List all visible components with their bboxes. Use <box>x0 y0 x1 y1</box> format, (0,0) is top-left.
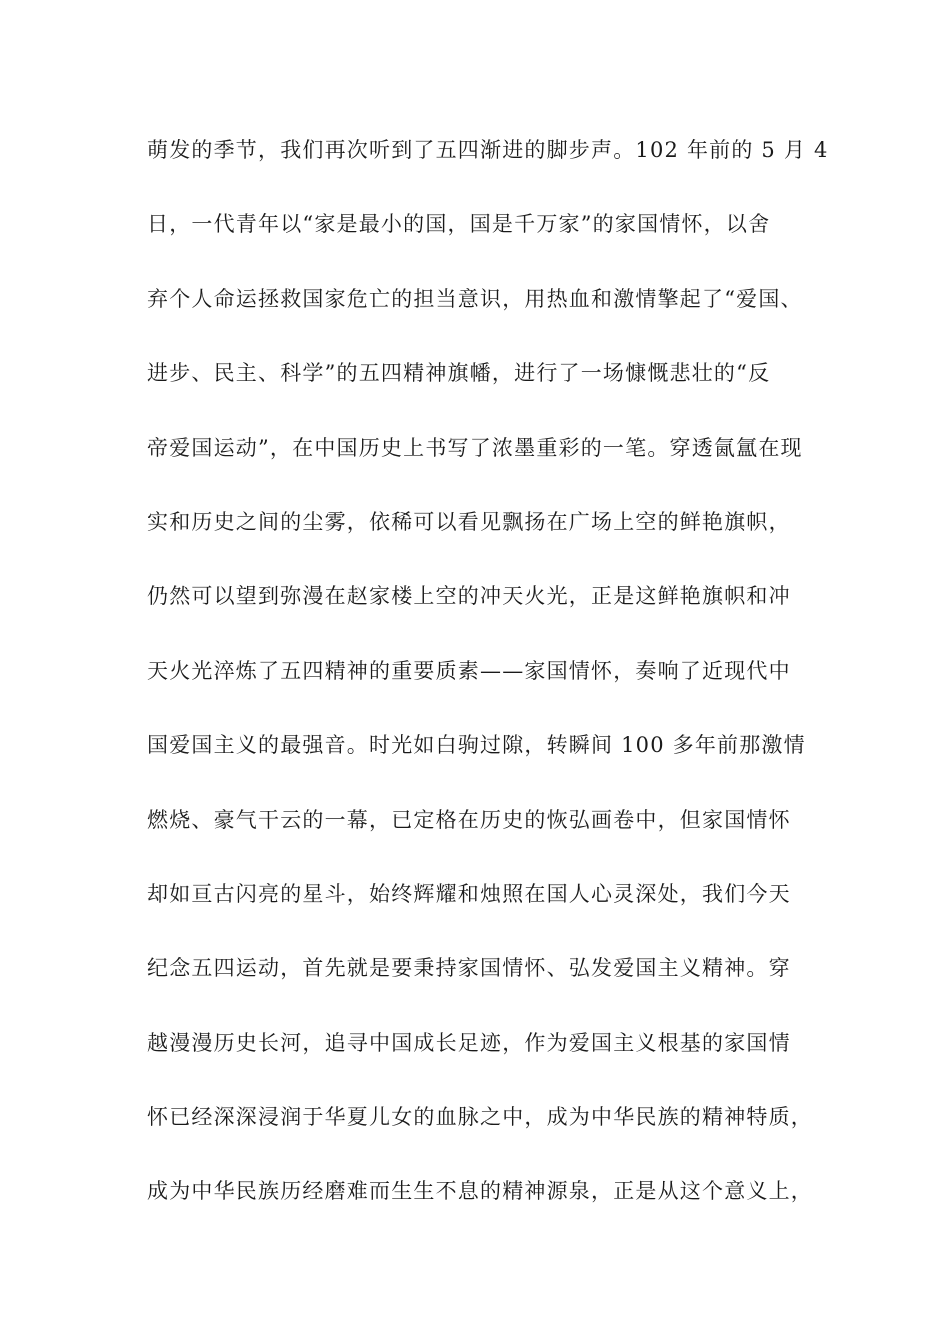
text-line-4: 进步、民主、科学”的五四精神旗幡，进行了一场慷慨悲壮的“反 <box>147 361 771 386</box>
text-line-14: 怀已经深深浸润于华夏儿女的血脉之中，成为中华民族的精神特质， <box>147 1105 813 1130</box>
text-line-1: 萌发的季节，我们再次听到了五四渐进的脚步声。102 年前的 5 月 4 <box>147 138 829 162</box>
text-line-12: 纪念五四运动，首先就是要秉持家国情怀、弘发爱国主义精神。穿 <box>147 956 791 981</box>
text-line-10: 燃烧、豪气干云的一幕，已定格在历史的恢弘画卷中，但家国情怀 <box>147 807 791 832</box>
text-line-3: 弃个人命运拯救国家危亡的担当意识，用热血和激情擎起了“爱国、 <box>147 286 803 311</box>
text-line-11: 却如亘古闪亮的星斗，始终辉耀和烛照在国人心灵深处，我们今天 <box>147 881 791 906</box>
text-line-2: 日，一代青年以“家是最小的国，国是千万家”的家国情怀，以舍 <box>147 212 771 237</box>
text-line-13: 越漫漫历史长河，追寻中国成长足迹，作为爱国主义根基的家国情 <box>147 1030 791 1055</box>
text-line-15: 成为中华民族历经磨难而生生不息的精神源泉，正是从这个意义上， <box>147 1179 813 1204</box>
text-line-6: 实和历史之间的尘雾，依稀可以看见飘扬在广场上空的鲜艳旗帜， <box>147 509 791 534</box>
body-paragraph <box>147 130 829 1246</box>
text-line-7: 仍然可以望到弥漫在赵家楼上空的冲天火光，正是这鲜艳旗帜和冲 <box>147 584 791 609</box>
text-line-5: 帝爱国运动”，在中国历史上书写了浓墨重彩的一笔。穿透氤氲在现 <box>147 435 803 460</box>
text-line-8: 天火光淬炼了五四精神的重要质素——家国情怀，奏响了近现代中 <box>147 658 791 683</box>
text-line-9: 国爱国主义的最强音。时光如白驹过隙，转瞬间 100 多年前那激情 <box>147 733 806 758</box>
